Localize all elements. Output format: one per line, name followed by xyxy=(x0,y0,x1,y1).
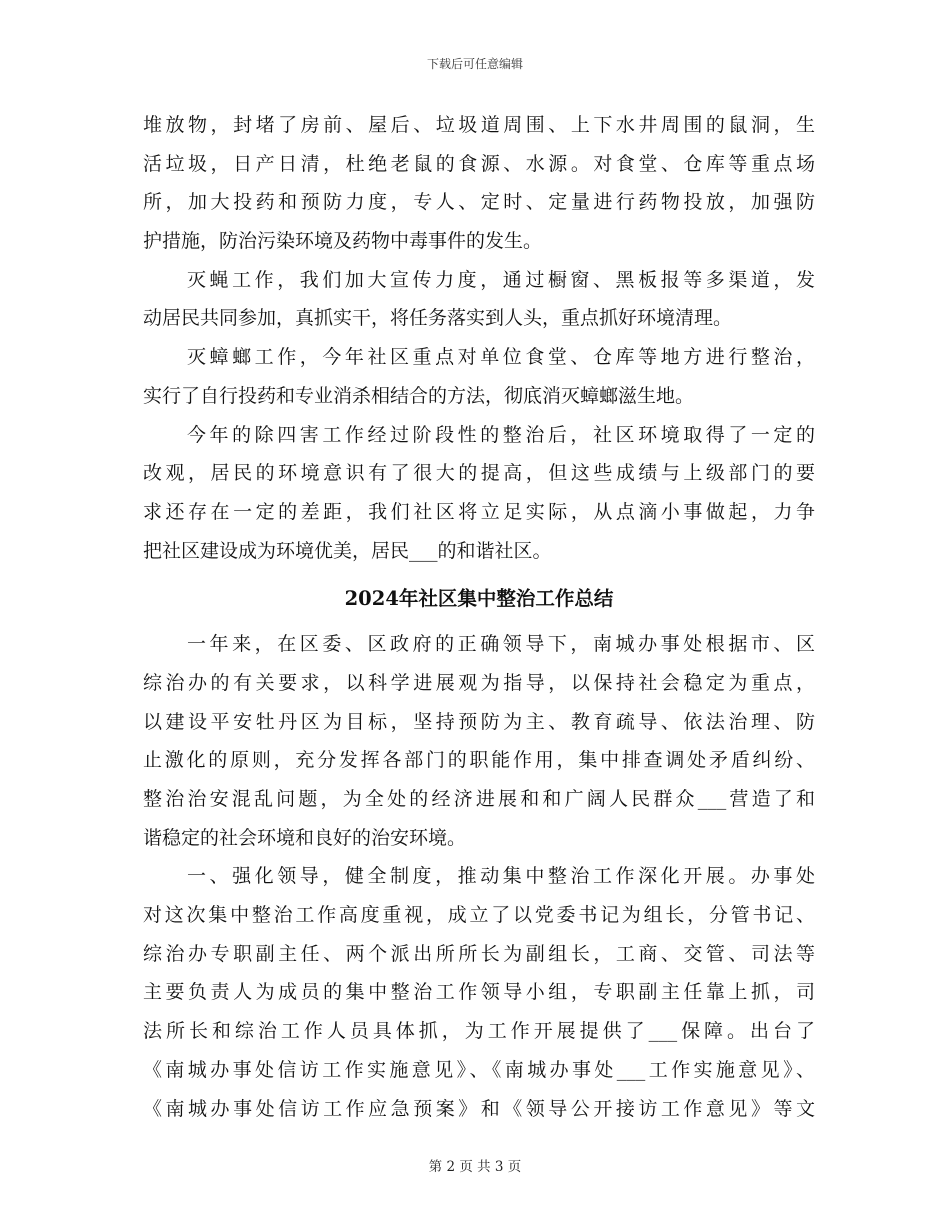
text-line: 实行了自行投药和专业消杀相结合的方法，彻底消灭蟑螂滋生地。 xyxy=(143,384,695,407)
text-line: 把社区建设成为环境优美，居民___的和谐社区。 xyxy=(143,539,552,562)
paragraph-intro xyxy=(143,625,815,857)
text-line: 主要负责人为成员的集中整治工作领导小组，专职副主任靠上抓，司 xyxy=(143,981,815,1004)
text-line: 灭蟑螂工作，今年社区重点对单位食堂、仓库等地方进行整治， xyxy=(187,346,815,369)
text-line: 一、强化领导，健全制度，推动集中整治工作深化开展。办事处 xyxy=(187,865,815,888)
text-line: 对这次集中整治工作高度重视，成立了以党委书记为组长，分管书记、 xyxy=(143,904,815,927)
text-line: 止激化的原则，充分发挥各部门的职能作用，集中排查调处矛盾纠纷、 xyxy=(143,749,815,772)
paragraph-cockroach-control xyxy=(143,338,815,415)
text-line: 所，加大投药和预防力度，专人、定时、定量进行药物投放，加强防 xyxy=(143,191,815,214)
text-line: 谐稳定的社会环境和良好的治安环境。 xyxy=(143,826,467,849)
paragraph-rodent-control xyxy=(143,106,815,261)
page-header: 下载后可任意编辑 xyxy=(426,57,523,71)
paragraph-fly-control xyxy=(143,261,815,338)
page-number: 第 2 页 共 3 页 xyxy=(428,1159,522,1175)
text-line: 堆放物，封堵了房前、屋后、垃圾道周围、上下水井周围的鼠洞，生 xyxy=(143,114,815,136)
text-line: 改观，居民的环境意识有了很大的提高，但这些成绩与上级部门的要 xyxy=(143,462,815,485)
text-line: 以建设平安牡丹区为目标，坚持预防为主、教育疏导、依法治理、防 xyxy=(143,710,815,733)
text-line: 综治办的有关要求，以科学进展观为指导，以保持社会稳定为重点， xyxy=(143,671,815,694)
text-line: 一年来，在区委、区政府的正确领导下，南城办事处根据市、区 xyxy=(187,633,815,656)
text-line: 今年的除四害工作经过阶段性的整治后，社区环境取得了一定的 xyxy=(187,423,815,446)
text-line: 活垃圾，日产日清，杜绝老鼠的食源、水源。对食堂、仓库等重点场 xyxy=(143,152,815,175)
text-line: 灭蝇工作，我们加大宣传力度，通过橱窗、黑板报等多渠道，发 xyxy=(187,268,815,291)
text-line: 动居民共同参加，真抓实干，将任务落实到人头，重点抓好环境清理。 xyxy=(143,307,733,330)
text-line: 护措施，防治污染环境及药物中毒事件的发生。 xyxy=(143,230,543,253)
text-line: 《南城办事处信访工作应急预案》和《领导公开接访工作意见》等文 xyxy=(143,1097,815,1120)
document-body xyxy=(143,106,815,1128)
paragraph-summary xyxy=(143,416,815,571)
text-line: 求还存在一定的差距，我们社区将立足实际，从点滴小事做起，力争 xyxy=(143,500,815,523)
section-heading: 2024年社区集中整治工作总结 xyxy=(344,587,614,611)
paragraph-leadership xyxy=(143,857,815,1128)
text-line: 综治办专职副主任、两个派出所所长为副组长，工商、交管、司法等 xyxy=(143,942,815,965)
text-line: 《南城办事处信访工作实施意见》、《南城办事处___工作实施意见》、 xyxy=(143,1058,815,1081)
text-line: 整治治安混乱问题，为全处的经济进展和和广阔人民群众___营造了和 xyxy=(143,788,815,810)
text-line: 法所长和综治工作人员具体抓，为工作开展提供了___保障。出台了 xyxy=(143,1020,815,1043)
